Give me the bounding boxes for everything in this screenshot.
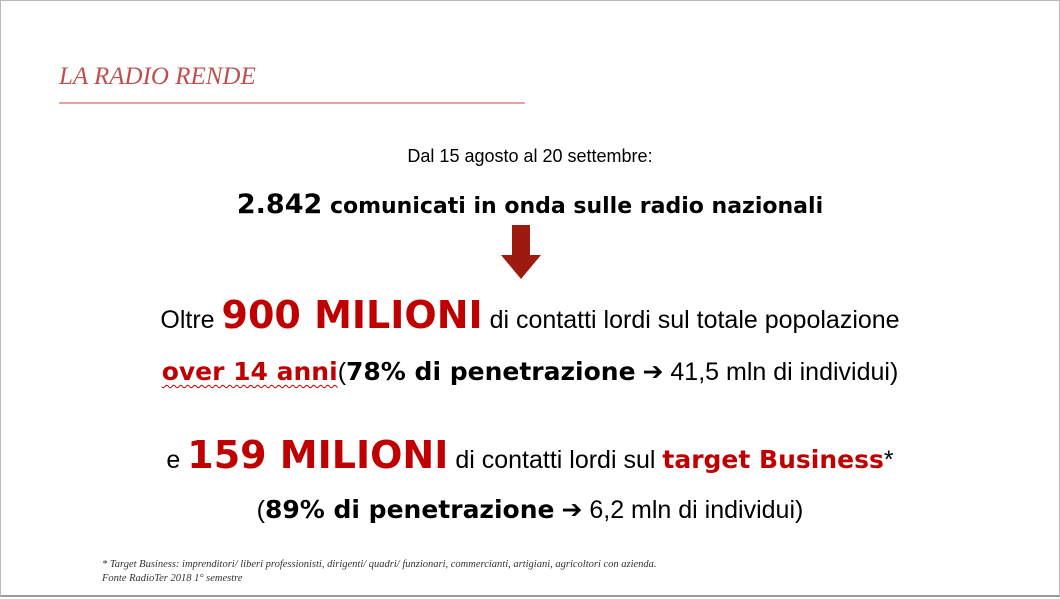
total-contacts-prefix: Oltre: [160, 306, 215, 334]
down-arrow-icon: [499, 225, 543, 281]
total-open-paren: (: [337, 358, 347, 386]
total-target: over 14 anni: [161, 357, 338, 386]
business-target: target Business: [662, 445, 884, 474]
business-asterisk: *: [883, 446, 894, 474]
total-arrow-icon: ➔: [642, 357, 664, 386]
business-penetration: 89% di penetrazione: [264, 495, 555, 524]
period-text: Dal 15 agosto al 20 settembre:: [407, 146, 653, 166]
business-contacts-line: [1, 433, 1059, 477]
business-open-paren: (: [256, 496, 265, 524]
business-middle: di contatti lordi sul: [455, 446, 656, 474]
slide-title: LA RADIO RENDE: [59, 63, 256, 90]
total-penetration-line: [1, 357, 1059, 387]
total-contacts-suffix: di contatti lordi sul totale popolazione: [489, 306, 900, 334]
spots-line: [1, 189, 1059, 220]
source-note: Fonte RadioTer 2018 1° semestre: [102, 573, 243, 584]
spots-number: 2.842: [236, 189, 323, 220]
business-individuals: 6,2 mln di individui): [589, 496, 804, 524]
spots-text: comunicati in onda sulle radio nazionali: [329, 194, 824, 219]
total-individuals: 41,5 mln di individui): [670, 358, 899, 386]
title-underline: [59, 102, 525, 104]
footnote: * Target Business: imprenditori/ liberi professionisti, dirigenti/ quadri/ funzionari, commercianti, artigiani, agricoltori con azienda.: [102, 559, 657, 570]
total-contacts-highlight: 900 MILIONI: [221, 293, 483, 337]
total-penetration: 78% di penetrazione: [346, 357, 636, 386]
business-contacts-highlight: 159 MILIONI: [187, 433, 449, 477]
business-prefix: e: [166, 446, 181, 474]
business-arrow-icon: ➔: [561, 495, 583, 524]
business-penetration-line: [1, 495, 1059, 525]
total-contacts-line: [1, 293, 1059, 337]
